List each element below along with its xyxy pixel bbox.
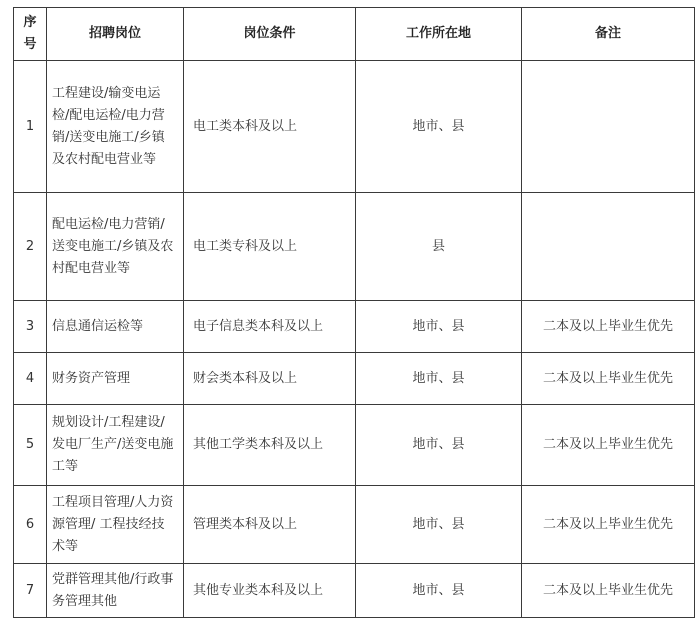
recruitment-table-container <box>13 7 695 618</box>
table-row <box>14 486 695 564</box>
table-row <box>14 61 695 193</box>
cell-position: 党群管理其他/行政事务管理其他 <box>47 564 184 618</box>
cell-seq: 5 <box>14 405 47 486</box>
cell-note <box>522 193 695 301</box>
cell-note: 二本及以上毕业生优先 <box>522 353 695 405</box>
cell-seq: 4 <box>14 353 47 405</box>
table-row <box>14 193 695 301</box>
cell-location: 县 <box>356 193 522 301</box>
table-row <box>14 301 695 353</box>
cell-position: 财务资产管理 <box>47 353 184 405</box>
cell-note <box>522 61 695 193</box>
header-position: 招聘岗位 <box>47 8 184 61</box>
cell-note: 二本及以上毕业生优先 <box>522 486 695 564</box>
cell-location: 地市、县 <box>356 301 522 353</box>
cell-position: 工程项目管理/人力资源管理/ 工程技经技术等 <box>47 486 184 564</box>
table-row <box>14 564 695 618</box>
header-seq: 序号 <box>14 8 47 61</box>
cell-note: 二本及以上毕业生优先 <box>522 564 695 618</box>
cell-location: 地市、县 <box>356 486 522 564</box>
cell-condition: 其他工学类本科及以上 <box>184 405 356 486</box>
cell-seq: 2 <box>14 193 47 301</box>
cell-note: 二本及以上毕业生优先 <box>522 405 695 486</box>
table-row <box>14 353 695 405</box>
cell-position: 配电运检/电力营销/送变电施工/乡镇及农村配电营业等 <box>47 193 184 301</box>
cell-condition: 其他专业类本科及以上 <box>184 564 356 618</box>
cell-location: 地市、县 <box>356 564 522 618</box>
cell-condition: 财会类本科及以上 <box>184 353 356 405</box>
cell-location: 地市、县 <box>356 353 522 405</box>
cell-location: 地市、县 <box>356 61 522 193</box>
header-condition: 岗位条件 <box>184 8 356 61</box>
table-row <box>14 405 695 486</box>
cell-note: 二本及以上毕业生优先 <box>522 301 695 353</box>
cell-seq: 6 <box>14 486 47 564</box>
cell-condition: 管理类本科及以上 <box>184 486 356 564</box>
cell-seq: 1 <box>14 61 47 193</box>
cell-position: 信息通信运检等 <box>47 301 184 353</box>
cell-location: 地市、县 <box>356 405 522 486</box>
header-note: 备注 <box>522 8 695 61</box>
table-header-row <box>14 8 695 61</box>
cell-condition: 电子信息类本科及以上 <box>184 301 356 353</box>
header-location: 工作所在地 <box>356 8 522 61</box>
cell-position: 工程建设/输变电运检/配电运检/电力营销/送变电施工/乡镇及农村配电营业等 <box>47 61 184 193</box>
cell-condition: 电工类专科及以上 <box>184 193 356 301</box>
cell-condition: 电工类本科及以上 <box>184 61 356 193</box>
cell-position: 规划设计/工程建设/发电厂生产/送变电施工等 <box>47 405 184 486</box>
cell-seq: 7 <box>14 564 47 618</box>
recruitment-table <box>13 7 695 618</box>
cell-seq: 3 <box>14 301 47 353</box>
